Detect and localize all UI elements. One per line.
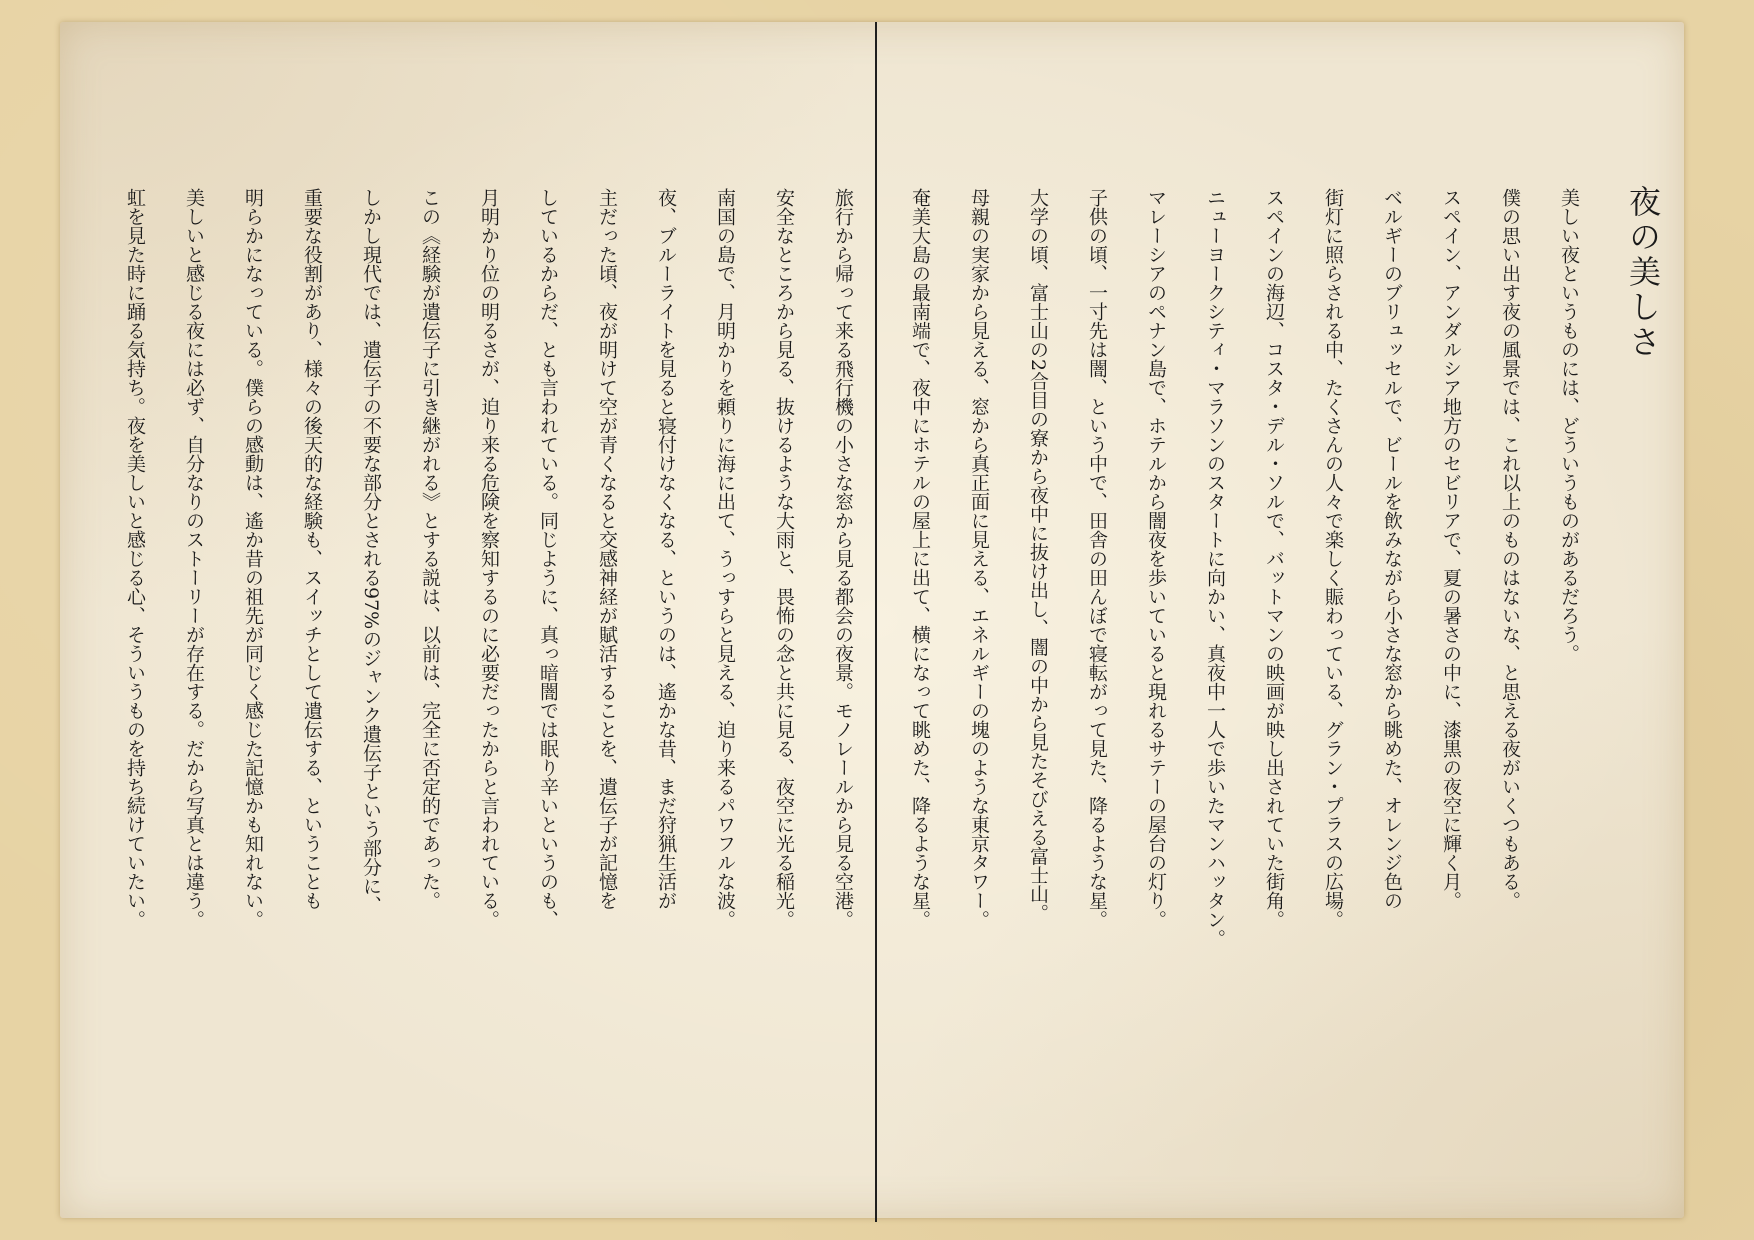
text-line: 重要な役割があり、様々の後天的な経験も、スイッチとして遺伝する、ということも (301, 188, 323, 910)
text-line: 大学の頃、富士山の2合目の寮から夜中に抜け出し、闇の中から見たそびえる富士山。 (1027, 188, 1049, 923)
text-line: スペインの海辺、コスタ・デル・ソルで、バットマンの映画が映し出されていた街角。 (1263, 188, 1285, 929)
text-line: しかし現代では、遺伝子の不要な部分とされる97%のジャンク遺伝子という部分に、 (360, 188, 382, 915)
text-line: 南国の島で、月明かりを頼りに海に出て、うっすらと見える、迫り来るパワフルな波。 (714, 188, 736, 929)
text-line: 子供の頃、一寸先は闇、という中で、田舎の田んぼで寝転がって見た、降るような星。 (1086, 188, 1108, 929)
text-line: 安全なところから見る、抜けるような大雨と、畏怖の念と共に見る、夜空に光る稲光。 (773, 188, 795, 929)
text-line: 虹を見た時に踊る気持ち。夜を美しいと感じる心、そういうものを持ち続けていたい。 (124, 188, 146, 929)
text-line: スペイン、アンダルシア地方のセビリアで、夏の暑さの中に、漆黒の夜空に輝く月。 (1440, 188, 1462, 910)
text-line: 月明かり位の明るさが、迫り来る危険を察知するのに必要だったからと言われている。 (478, 188, 500, 929)
text-line: マレーシアのペナン島で、ホテルから闇夜を歩いていると現れるサテーの屋台の灯り。 (1145, 188, 1167, 929)
text-line: 母親の実家から見える、窓から真正面に見える、エネルギーの塊のような東京タワー。 (968, 188, 990, 929)
page-divider (875, 22, 877, 1222)
text-line: 美しいと感じる夜には必ず、自分なりのストーリーが存在する。だから写真とは違う。 (183, 188, 205, 929)
text-line: 僕の思い出す夜の風景では、これ以上のものはないな、と思える夜がいくつもある。 (1499, 188, 1521, 910)
text-line: 街灯に照らされる中、たくさんの人々で楽しく賑わっている、グラン・プラスの広場。 (1322, 188, 1344, 929)
page-title: 夜の美しさ (1624, 185, 1662, 360)
text-line: 主だった頃、夜が明けて空が青くなると交感神経が賦活することを、遺伝子が記憶を (596, 188, 618, 910)
text-line: 奄美大島の最南端で、夜中にホテルの屋上に出て、横になって眺めた、降るような星。 (909, 188, 931, 929)
text-line: この《経験が遺伝子に引き継がれる》とする説は、以前は、完全に否定的であった。 (419, 188, 441, 910)
text-line: 旅行から帰って来る飛行機の小さな窓から見る都会の夜景。モノレールから見る空港。 (832, 188, 854, 929)
text-line: 夜、ブルーライトを見ると寝付けなくなる、というのは、遙かな昔、まだ狩猟生活が (655, 188, 677, 910)
text-line: 美しい夜というものには、どういうものがあるだろう。 (1558, 188, 1580, 663)
text-line: ニューヨークシティ・マラソンのスタートに向かい、真夜中一人で歩いたマンハッタン。 (1204, 188, 1226, 948)
text-line: 明らかになっている。僕らの感動は、遙か昔の祖先が同じく感じた記憶かも知れない。 (242, 188, 264, 929)
text-line: ベルギーのブリュッセルで、ビールを飲みながら小さな窓から眺めた、オレンジ色の (1381, 188, 1403, 910)
text-line: しているからだ、とも言われている。同じように、真っ暗闇では眠り辛いというのも、 (537, 188, 559, 929)
